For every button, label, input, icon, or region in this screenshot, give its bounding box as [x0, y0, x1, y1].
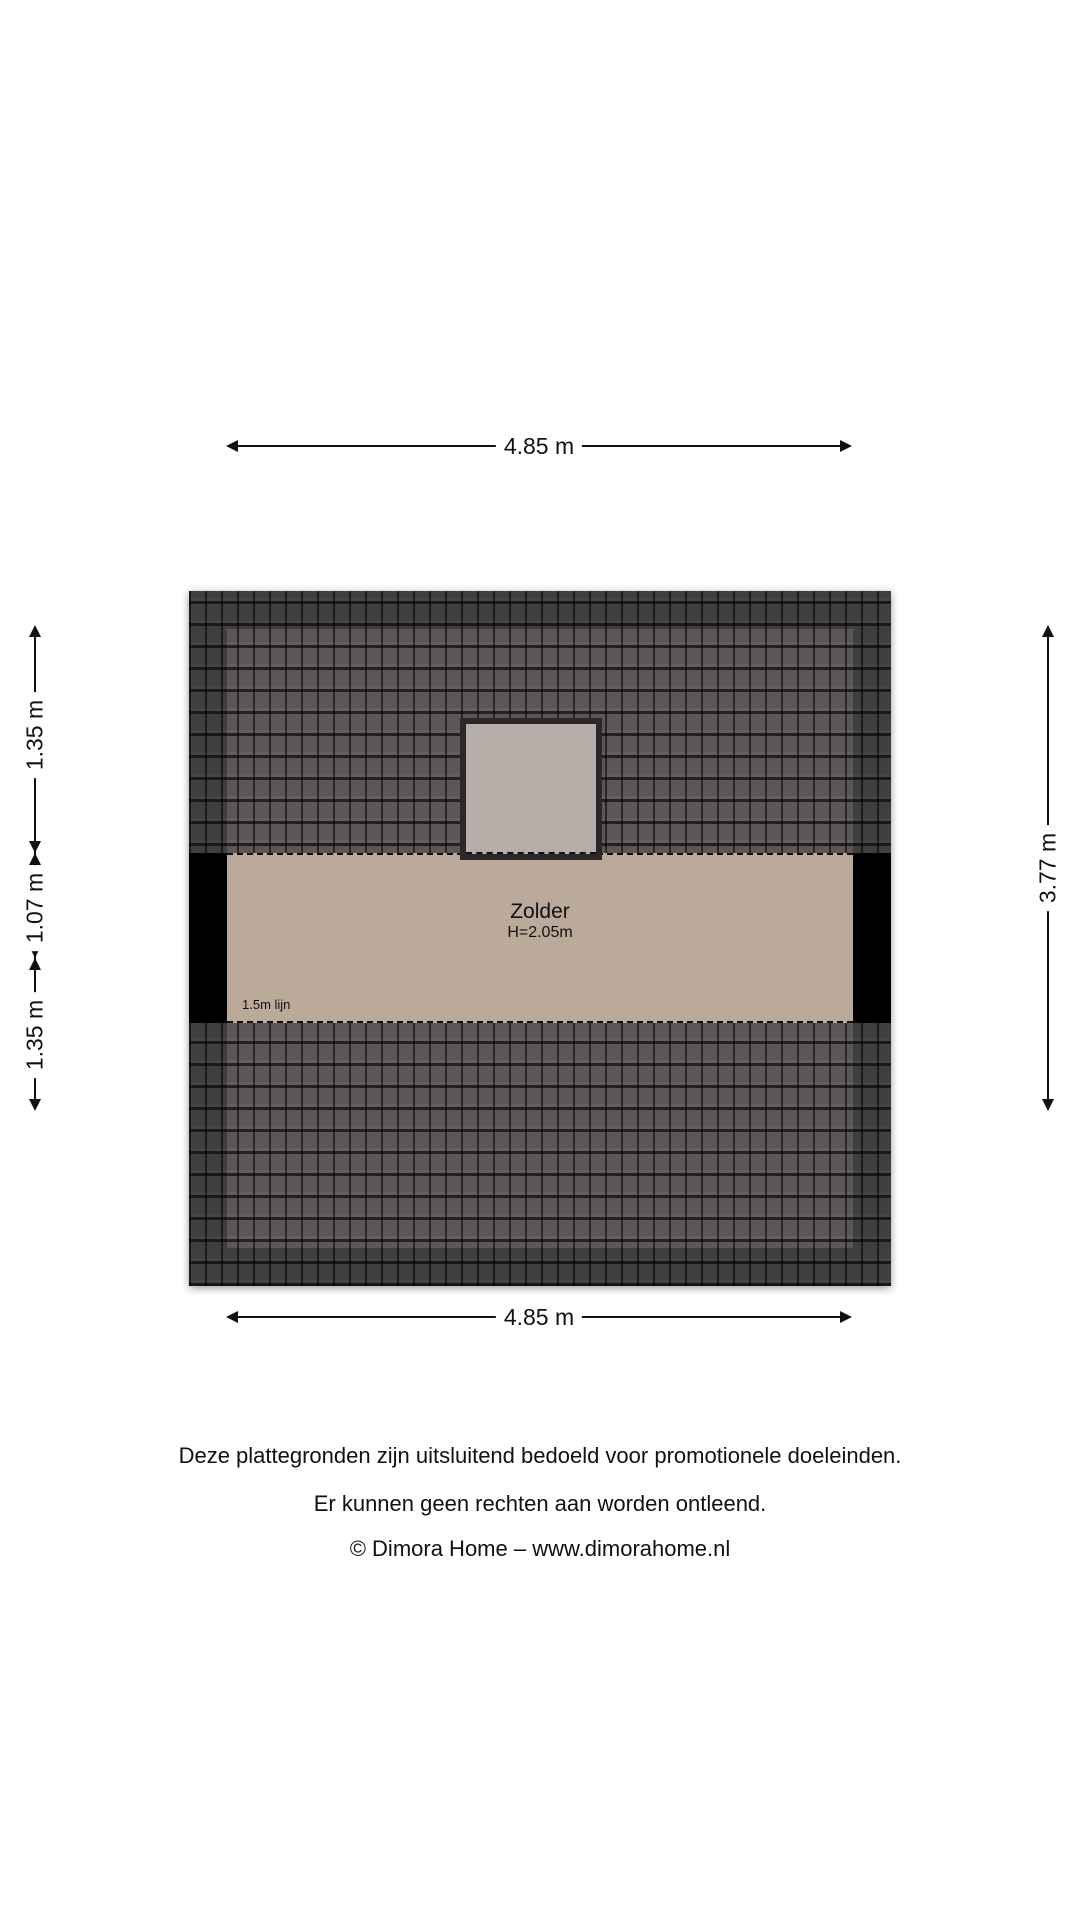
- copyright-line: © Dimora Home – www.dimorahome.nl: [349, 1536, 731, 1561]
- top-width-dimension: [226, 433, 852, 459]
- arrow-down-icon: [29, 841, 41, 853]
- arrow-right-icon: [840, 1311, 852, 1323]
- disclaimer-line-1: Deze plattegronden zijn uitsluitend bedoeld voor promotionele doeleinden.: [178, 1443, 902, 1468]
- line-label: 1.5m lijn: [242, 997, 291, 1012]
- left-segment-top-label: 1.35 m: [22, 692, 49, 778]
- room-name: Zolder: [510, 900, 570, 923]
- top-width-label: 4.85 m: [496, 433, 582, 460]
- disclaimer-line-2: Er kunnen geen rechten aan worden ontleend.: [313, 1491, 767, 1516]
- arrow-down-icon: [1042, 1099, 1054, 1111]
- arrow-down-icon: [29, 1099, 41, 1111]
- right-height-dimension: [1034, 625, 1061, 1111]
- left-wall: [189, 853, 227, 1023]
- left-segment-middle-label: 1.07 m: [22, 865, 49, 951]
- left-dimension: [21, 625, 48, 1111]
- skylight: [460, 718, 602, 860]
- right-wall: [853, 853, 891, 1023]
- left-segment-bottom-label: 1.35 m: [22, 992, 49, 1078]
- arrow-up-icon: [29, 958, 41, 970]
- right-height-label: 3.77 m: [1035, 825, 1062, 911]
- skylight-dashed-line: [466, 852, 596, 854]
- bottom-width-dimension: [226, 1304, 852, 1330]
- arrow-up-icon: [29, 853, 41, 865]
- arrow-right-icon: [840, 440, 852, 452]
- bottom-width-label: 4.85 m: [496, 1304, 582, 1331]
- room-height: H=2.05m: [507, 924, 573, 941]
